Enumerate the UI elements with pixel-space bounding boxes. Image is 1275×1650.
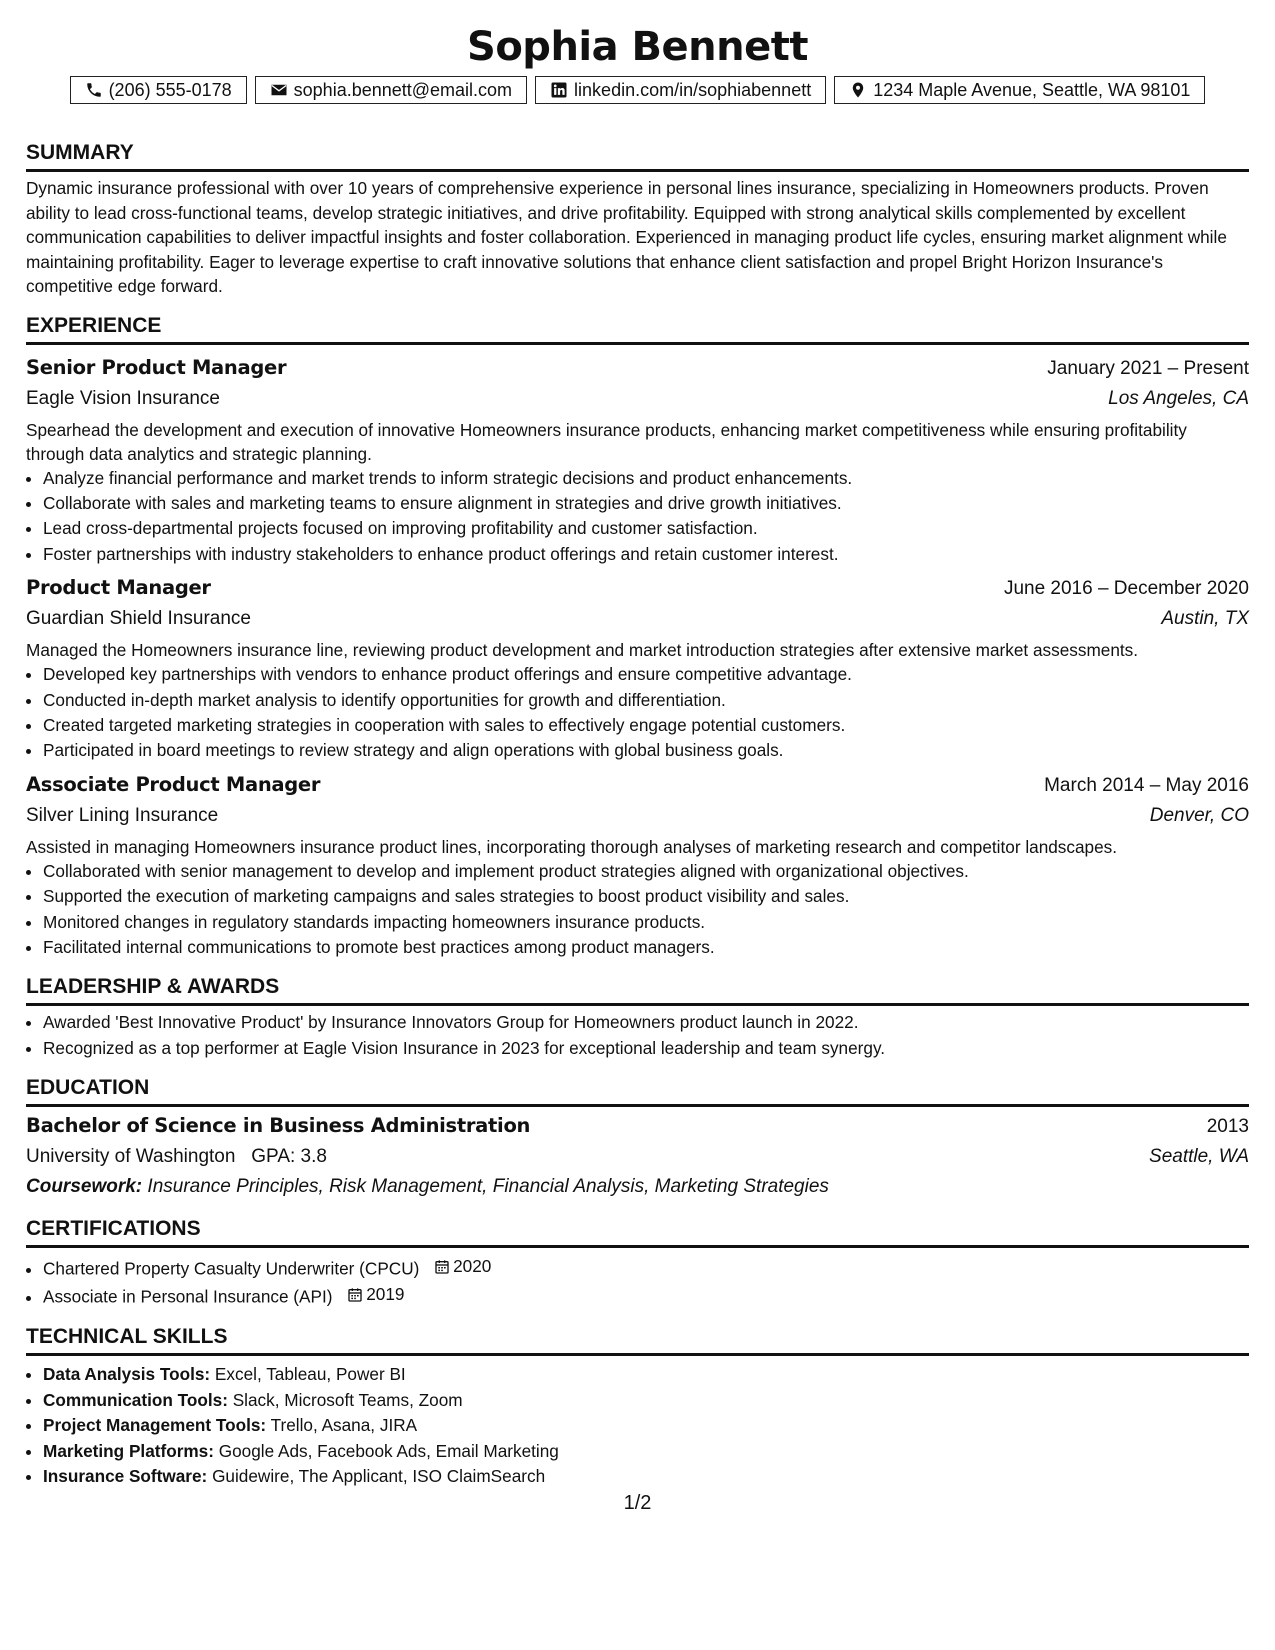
linkedin-icon xyxy=(550,81,568,99)
certifications-section xyxy=(26,1216,1249,1310)
skills-section xyxy=(26,1324,1249,1489)
list-item: • Foster partnerships with industry stakeholders to enhance product offerings and retain customer interest. xyxy=(43,542,1249,567)
job-location: Los Angeles, CA xyxy=(1108,387,1249,409)
job-description: Spearhead the development and execution of innovative Homeowners insurance products, enhancing market competitiveness while ensuring profitability through data analytics and strategic planning. xyxy=(26,419,1187,464)
job-location: Austin, TX xyxy=(1161,608,1249,630)
job-title: Product Manager xyxy=(26,576,211,600)
calendar-icon xyxy=(347,1287,363,1303)
leadership-heading: LEADERSHIP & AWARDS xyxy=(26,974,1249,1006)
list-item xyxy=(43,1413,1249,1438)
list-item xyxy=(43,1388,1249,1413)
skill-category: Insurance Software: xyxy=(43,1466,208,1487)
coursework-line xyxy=(26,1172,1249,1202)
list-item: • Awarded 'Best Innovative Product' by Insurance Innovators Group for Homeowners product launch in 2022. xyxy=(43,1010,1249,1035)
list-item xyxy=(43,1439,1249,1464)
school-name: University of Washington xyxy=(26,1146,236,1168)
list-item xyxy=(43,1362,1249,1387)
cert-year: 2020 xyxy=(453,1256,492,1277)
contact-address-text: 1234 Maple Avenue, Seattle, WA 98101 xyxy=(873,79,1191,100)
contact-linkedin-text: linkedin.com/in/sophiabennett xyxy=(574,79,812,100)
coursework-label: Coursework: xyxy=(26,1176,143,1198)
job-title: Senior Product Manager xyxy=(26,355,287,379)
education-heading: EDUCATION xyxy=(26,1075,1249,1107)
list-item: • Analyze financial performance and market trends to inform strategic decisions and product enhancements. xyxy=(43,466,1249,491)
school-line xyxy=(26,1142,327,1172)
leadership-section xyxy=(26,974,1249,1061)
leadership-list xyxy=(26,1010,1249,1061)
skill-values: Trello, Asana, JIRA xyxy=(270,1415,418,1436)
skill-values: Google Ads, Facebook Ads, Email Marketing xyxy=(218,1440,559,1461)
contact-email[interactable] xyxy=(255,76,527,104)
job-dates: June 2016 – December 2020 xyxy=(1003,578,1249,600)
school-location: Seattle, WA xyxy=(1149,1146,1249,1168)
skills-heading: TECHNICAL SKILLS xyxy=(26,1324,1249,1356)
phone-icon xyxy=(85,81,103,99)
job-bullets xyxy=(26,662,1249,764)
skill-category: Data Analysis Tools: xyxy=(43,1364,211,1385)
job-company: Eagle Vision Insurance xyxy=(26,387,220,409)
experience-section xyxy=(26,313,1249,961)
list-item xyxy=(43,1254,1249,1282)
contact-bar xyxy=(26,76,1249,104)
cert-year-group xyxy=(347,1282,404,1307)
list-item: • Participated in board meetings to review strategy and align operations with global business goals. xyxy=(43,738,1249,763)
cert-name: Associate in Personal Insurance (API) xyxy=(43,1287,333,1307)
page-number: 1/2 xyxy=(623,1492,652,1514)
job-company: Silver Lining Insurance xyxy=(26,804,219,826)
skill-values: Slack, Microsoft Teams, Zoom xyxy=(232,1389,463,1410)
skill-category: Communication Tools: xyxy=(43,1389,228,1410)
job-bullets xyxy=(26,859,1249,961)
job-entry xyxy=(26,770,1249,961)
skill-values: Excel, Tableau, Power BI xyxy=(214,1364,406,1385)
skills-list xyxy=(26,1362,1249,1489)
list-item: • Collaborated with senior management to develop and implement product strategies aligned with organizational objectives. xyxy=(43,859,1249,884)
job-entry xyxy=(26,573,1249,764)
job-company: Guardian Shield Insurance xyxy=(26,608,251,630)
list-item: • Developed key partnerships with vendors to enhance product offerings and ensure competitive advantage. xyxy=(43,662,1249,687)
skill-category: Marketing Platforms: xyxy=(43,1440,214,1461)
graduation-year: 2013 xyxy=(1206,1116,1249,1138)
list-item: • Created targeted marketing strategies in cooperation with sales to effectively engage potential customers. xyxy=(43,713,1249,738)
job-dates: January 2021 – Present xyxy=(1047,357,1249,379)
degree-title: Bachelor of Science in Business Administration xyxy=(26,1114,531,1138)
contact-address[interactable] xyxy=(834,76,1205,104)
summary-heading: SUMMARY xyxy=(26,140,1249,172)
summary-section xyxy=(26,140,1249,299)
cert-year-group xyxy=(434,1254,491,1279)
map-pin-icon xyxy=(849,81,867,99)
skill-values: Guidewire, The Applicant, ISO ClaimSearch xyxy=(212,1466,546,1487)
contact-linkedin[interactable] xyxy=(535,76,826,104)
calendar-icon xyxy=(434,1259,450,1275)
contact-phone[interactable] xyxy=(70,76,247,104)
job-description: Assisted in managing Homeowners insurance product lines, incorporating thorough analyses of marketing research and competitor landscapes. xyxy=(26,836,1118,857)
list-item: • Monitored changes in regulatory standards impacting homeowners insurance products. xyxy=(43,910,1249,935)
list-item: • Collaborate with sales and marketing teams to ensure alignment in strategies and drive growth initiatives. xyxy=(43,491,1249,516)
cert-year: 2019 xyxy=(366,1284,405,1305)
list-item: • Recognized as a top performer at Eagle Vision Insurance in 2023 for exceptional leadership and team synergy. xyxy=(43,1036,1249,1061)
job-dates: March 2014 – May 2016 xyxy=(1044,774,1249,796)
job-location: Denver, CO xyxy=(1149,804,1249,826)
list-item xyxy=(43,1464,1249,1489)
list-item: • Lead cross-departmental projects focused on improving profitability and customer satisfaction. xyxy=(43,516,1249,541)
list-item xyxy=(43,1282,1249,1310)
experience-heading: EXPERIENCE xyxy=(26,313,1249,345)
certifications-heading: CERTIFICATIONS xyxy=(26,1216,1249,1248)
candidate-name: Sophia Bennett xyxy=(467,24,808,70)
job-bullets xyxy=(26,466,1249,568)
envelope-icon xyxy=(270,81,288,99)
coursework-list: Insurance Principles, Risk Management, Financial Analysis, Marketing Strategies xyxy=(147,1176,829,1198)
cert-name: Chartered Property Casualty Underwriter (CPCU) xyxy=(43,1258,420,1279)
job-entry xyxy=(26,353,1249,568)
list-item: • Conducted in-depth market analysis to identify opportunities for growth and differentiation. xyxy=(43,688,1249,713)
skill-category: Project Management Tools: xyxy=(43,1415,267,1436)
job-title: Associate Product Manager xyxy=(26,772,321,796)
education-section xyxy=(26,1075,1249,1202)
summary-text: Dynamic insurance professional with over 10 years of comprehensive experience in personal lines insurance, specializing in Homeowners products. Proven ability to lead cross-functional teams, develop strategic initiatives, and drive profitability. Equipped with strong analytical skills complemented by excellent communication capabilities to deliver impactful insights and foster collaboration. Experienced in managing product life cycles, ensuring market alignment while maintaining profitability. Eager to leverage expertise to craft innovative solutions that enhance client satisfaction and propel Bright Horizon Insurance's competitive edge forward. xyxy=(26,178,1227,296)
job-description: Managed the Homeowners insurance line, reviewing product development and market introduction strategies after extensive market assessments. xyxy=(26,640,1139,661)
list-item: • Supported the execution of marketing campaigns and sales strategies to boost product visibility and sales. xyxy=(43,884,1249,909)
contact-email-text: sophia.bennett@email.com xyxy=(293,79,513,100)
certifications-list xyxy=(26,1254,1249,1310)
gpa: GPA: 3.8 xyxy=(251,1146,327,1168)
list-item: • Facilitated internal communications to promote best practices among product managers. xyxy=(43,935,1249,960)
contact-phone-text: (206) 555-0178 xyxy=(108,79,232,100)
